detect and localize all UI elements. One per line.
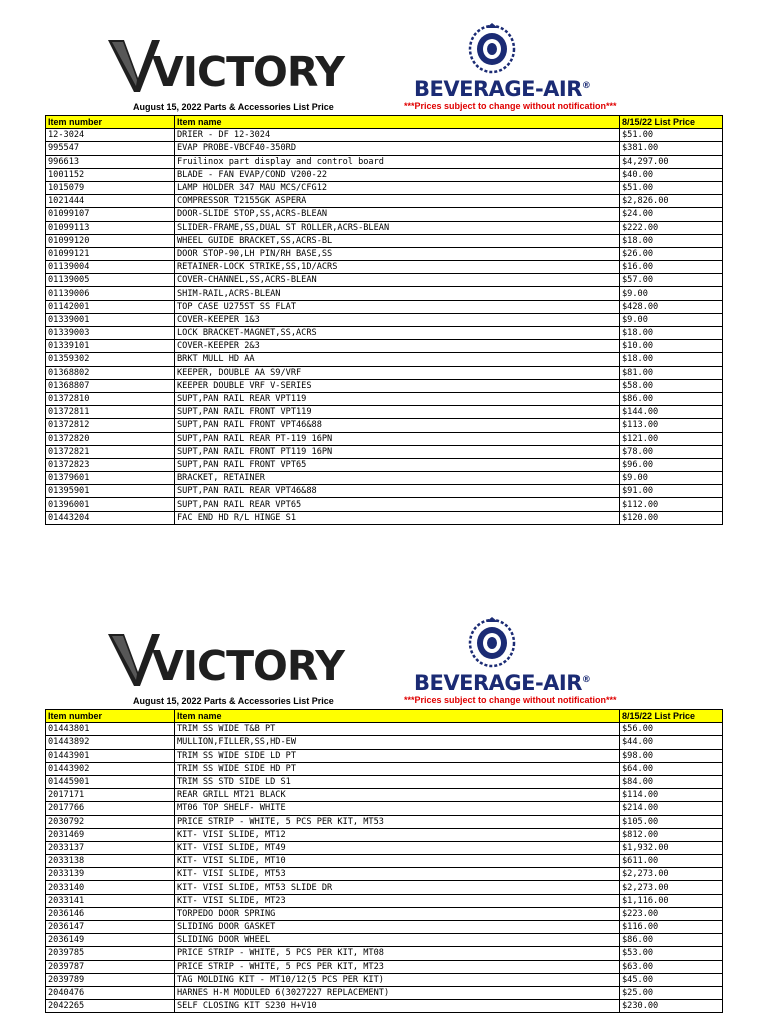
cell-price: $81.00 [620, 366, 723, 379]
beverage-air-wordmark: BEVERAGE-AIR® [414, 671, 591, 695]
table-body [46, 723, 723, 1013]
cell-price: $64.00 [620, 762, 723, 775]
cell-item-number: 01372823 [46, 458, 175, 471]
table-row [46, 353, 723, 366]
price-list-page-2 [0, 594, 768, 1024]
cell-item-name: LOCK BRACKET-MAGNET,SS,ACRS [175, 327, 620, 340]
cell-item-number: 01396001 [46, 498, 175, 511]
cell-price: $1,116.00 [620, 894, 723, 907]
column-header-price: 8/15/22 List Price [620, 116, 723, 129]
table-row [46, 208, 723, 221]
table-row [46, 181, 723, 194]
table-row [46, 762, 723, 775]
table-row [46, 234, 723, 247]
cell-item-number: 2033140 [46, 881, 175, 894]
price-change-notice: ***Prices subject to change without notification*** [404, 101, 617, 111]
cell-price: $121.00 [620, 432, 723, 445]
cell-price: $112.00 [620, 498, 723, 511]
cell-item-number: 1001152 [46, 168, 175, 181]
cell-item-number: 01359302 [46, 353, 175, 366]
table-row [46, 736, 723, 749]
cell-item-name: TAG MOLDING KIT - MT10/12(5 PCS PER KIT) [175, 973, 620, 986]
table-row [46, 511, 723, 524]
cell-item-number: 01395901 [46, 485, 175, 498]
victory-logo [108, 38, 344, 96]
cell-item-number: 01339001 [46, 313, 175, 326]
cell-price: $63.00 [620, 960, 723, 973]
cell-item-number: 2039785 [46, 947, 175, 960]
cell-item-name: TRIM SS STD SIDE LD S1 [175, 775, 620, 788]
cell-item-name: SUPT,PAN RAIL REAR VPT65 [175, 498, 620, 511]
cell-item-number: 2017766 [46, 802, 175, 815]
table-row [46, 168, 723, 181]
cell-item-name: KIT- VISI SLIDE, MT10 [175, 855, 620, 868]
cell-item-number: 2039787 [46, 960, 175, 973]
cell-price: $26.00 [620, 247, 723, 260]
cell-price: $2,826.00 [620, 195, 723, 208]
cell-item-number: 2036147 [46, 921, 175, 934]
cell-price: $105.00 [620, 815, 723, 828]
cell-item-number: 01139006 [46, 287, 175, 300]
cell-item-number: 01099121 [46, 247, 175, 260]
cell-item-number: 01339101 [46, 340, 175, 353]
price-list-caption: August 15, 2022 Parts & Accessories List Price [133, 102, 334, 112]
table-row [46, 815, 723, 828]
table-row [46, 313, 723, 326]
cell-item-name: SHIM-RAIL,ACRS-BLEAN [175, 287, 620, 300]
cell-price: $1,932.00 [620, 841, 723, 854]
cell-item-name: BRKT MULL HD AA [175, 353, 620, 366]
cell-price: $51.00 [620, 181, 723, 194]
cell-item-name: DOOR-SLIDE STOP,SS,ACRS-BLEAN [175, 208, 620, 221]
cell-item-number: 01372811 [46, 406, 175, 419]
cell-price: $86.00 [620, 392, 723, 405]
beverage-air-wordmark: BEVERAGE-AIR® [414, 77, 591, 101]
table-row [46, 775, 723, 788]
table-row [46, 274, 723, 287]
cell-price: $44.00 [620, 736, 723, 749]
cell-item-name: PRICE STRIP - WHITE, 5 PCS PER KIT, MT08 [175, 947, 620, 960]
cell-item-name: SUPT,PAN RAIL FRONT PT119 16PN [175, 445, 620, 458]
table-header-row [46, 116, 723, 129]
table-row [46, 894, 723, 907]
cell-item-name: TOP CASE U275ST SS FLAT [175, 300, 620, 313]
parts-price-table [45, 115, 723, 525]
cell-price: $86.00 [620, 934, 723, 947]
cell-item-name: BRACKET, RETAINER [175, 472, 620, 485]
cell-item-name: SUPT,PAN RAIL REAR VPT119 [175, 392, 620, 405]
table-row [46, 392, 723, 405]
cell-item-number: 01372810 [46, 392, 175, 405]
column-header-item-number: Item number [46, 710, 175, 723]
cell-price: $9.00 [620, 313, 723, 326]
beverage-air-crest-icon [468, 616, 516, 668]
table-row [46, 934, 723, 947]
cell-price: $230.00 [620, 1000, 723, 1013]
cell-item-name: KIT- VISI SLIDE, MT49 [175, 841, 620, 854]
cell-item-name: KEEPER DOUBLE VRF V-SERIES [175, 379, 620, 392]
cell-item-name: SELF CLOSING KIT S230 H+V10 [175, 1000, 620, 1013]
table-row [46, 247, 723, 260]
cell-price: $51.00 [620, 129, 723, 142]
cell-item-number: 01379601 [46, 472, 175, 485]
beverage-air-crest-icon [468, 22, 516, 74]
table-row [46, 960, 723, 973]
table-row [46, 1000, 723, 1013]
table-row [46, 472, 723, 485]
cell-price: $214.00 [620, 802, 723, 815]
table-row [46, 458, 723, 471]
cell-item-number: 01445901 [46, 775, 175, 788]
table-row [46, 445, 723, 458]
cell-item-name: SUPT,PAN RAIL REAR PT-119 16PN [175, 432, 620, 445]
cell-item-name: COMPRESSOR T2155GK ASPERA [175, 195, 620, 208]
cell-item-name: FAC END HD R/L HINGE S1 [175, 511, 620, 524]
cell-item-number: 2036149 [46, 934, 175, 947]
cell-price: $4,297.00 [620, 155, 723, 168]
cell-item-number: 01372812 [46, 419, 175, 432]
table-row [46, 802, 723, 815]
table-row [46, 261, 723, 274]
cell-item-number: 995547 [46, 142, 175, 155]
cell-item-number: 2033138 [46, 855, 175, 868]
cell-price: $120.00 [620, 511, 723, 524]
cell-item-name: KIT- VISI SLIDE, MT23 [175, 894, 620, 907]
cell-price: $2,273.00 [620, 881, 723, 894]
cell-item-name: SLIDING DOOR GASKET [175, 921, 620, 934]
cell-item-number: 2033141 [46, 894, 175, 907]
beverage-air-logo [412, 22, 591, 102]
table-row [46, 195, 723, 208]
table-row [46, 907, 723, 920]
victory-logo [108, 632, 344, 690]
cell-price: $222.00 [620, 221, 723, 234]
table-row [46, 828, 723, 841]
cell-price: $428.00 [620, 300, 723, 313]
cell-item-number: 01372820 [46, 432, 175, 445]
cell-item-name: SUPT,PAN RAIL FRONT VPT65 [175, 458, 620, 471]
cell-price: $57.00 [620, 274, 723, 287]
cell-price: $9.00 [620, 287, 723, 300]
cell-price: $144.00 [620, 406, 723, 419]
cell-price: $84.00 [620, 775, 723, 788]
cell-item-number: 01368807 [46, 379, 175, 392]
table-row [46, 868, 723, 881]
cell-price: $45.00 [620, 973, 723, 986]
victory-wordmark: VICTORY [152, 642, 344, 690]
table-row [46, 986, 723, 999]
table-row [46, 142, 723, 155]
cell-item-number: 01443901 [46, 749, 175, 762]
cell-item-number: 2017171 [46, 789, 175, 802]
cell-item-number: 01443801 [46, 723, 175, 736]
cell-price: $78.00 [620, 445, 723, 458]
cell-item-number: 01099113 [46, 221, 175, 234]
cell-item-name: KIT- VISI SLIDE, MT12 [175, 828, 620, 841]
cell-item-name: WHEEL GUIDE BRACKET,SS,ACRS-BL [175, 234, 620, 247]
cell-item-number: 996613 [46, 155, 175, 168]
cell-item-number: 2040476 [46, 986, 175, 999]
cell-item-number: 2036146 [46, 907, 175, 920]
table-row [46, 855, 723, 868]
table-row [46, 749, 723, 762]
cell-item-number: 01443902 [46, 762, 175, 775]
cell-item-name: MT06 TOP SHELF- WHITE [175, 802, 620, 815]
cell-item-number: 01139004 [46, 261, 175, 274]
cell-item-number: 01139005 [46, 274, 175, 287]
cell-item-name: SUPT,PAN RAIL REAR VPT46&88 [175, 485, 620, 498]
beverage-air-logo [412, 616, 591, 696]
cell-item-name: LAMP HOLDER 347 MAU MCS/CFG12 [175, 181, 620, 194]
cell-item-number: 1021444 [46, 195, 175, 208]
column-header-item-name: Item name [175, 710, 620, 723]
cell-item-name: Fruilinox part display and control board [175, 155, 620, 168]
table-row [46, 947, 723, 960]
price-change-notice: ***Prices subject to change without notification*** [404, 695, 617, 705]
cell-item-name: KIT- VISI SLIDE, MT53 SLIDE DR [175, 881, 620, 894]
cell-item-name: KIT- VISI SLIDE, MT53 [175, 868, 620, 881]
cell-item-number: 2031469 [46, 828, 175, 841]
cell-price: $16.00 [620, 261, 723, 274]
table-row [46, 419, 723, 432]
table-row [46, 841, 723, 854]
cell-price: $381.00 [620, 142, 723, 155]
cell-price: $223.00 [620, 907, 723, 920]
table-row [46, 300, 723, 313]
cell-item-name: COVER-KEEPER 1&3 [175, 313, 620, 326]
cell-price: $24.00 [620, 208, 723, 221]
column-header-price: 8/15/22 List Price [620, 710, 723, 723]
cell-item-number: 01372821 [46, 445, 175, 458]
cell-item-name: DRIER - DF 12-3024 [175, 129, 620, 142]
cell-item-name: TORPEDO DOOR SPRING [175, 907, 620, 920]
cell-item-name: PRICE STRIP - WHITE, 5 PCS PER KIT, MT53 [175, 815, 620, 828]
table-row [46, 221, 723, 234]
table-header-row [46, 710, 723, 723]
column-header-item-name: Item name [175, 116, 620, 129]
table-body [46, 129, 723, 525]
cell-price: $113.00 [620, 419, 723, 432]
cell-item-name: REAR GRILL MT21 BLACK [175, 789, 620, 802]
cell-item-number: 2030792 [46, 815, 175, 828]
cell-price: $96.00 [620, 458, 723, 471]
cell-price: $91.00 [620, 485, 723, 498]
table-row [46, 379, 723, 392]
cell-price: $58.00 [620, 379, 723, 392]
cell-item-number: 01443892 [46, 736, 175, 749]
table-row [46, 789, 723, 802]
cell-item-name: SLIDER-FRAME,SS,DUAL ST ROLLER,ACRS-BLEAN [175, 221, 620, 234]
cell-item-number: 2033137 [46, 841, 175, 854]
cell-item-name: KEEPER, DOUBLE AA S9/VRF [175, 366, 620, 379]
cell-item-number: 01099107 [46, 208, 175, 221]
cell-price: $114.00 [620, 789, 723, 802]
cell-price: $10.00 [620, 340, 723, 353]
table-row [46, 498, 723, 511]
cell-item-number: 2042265 [46, 1000, 175, 1013]
cell-price: $98.00 [620, 749, 723, 762]
column-header-item-number: Item number [46, 116, 175, 129]
cell-item-number: 2039789 [46, 973, 175, 986]
cell-price: $812.00 [620, 828, 723, 841]
cell-item-number: 01099120 [46, 234, 175, 247]
cell-item-number: 01142001 [46, 300, 175, 313]
cell-price: $18.00 [620, 234, 723, 247]
table-row [46, 287, 723, 300]
table-row [46, 485, 723, 498]
price-list-caption: August 15, 2022 Parts & Accessories List Price [133, 696, 334, 706]
table-row [46, 327, 723, 340]
cell-item-name: RETAINER-LOCK STRIKE,SS,1D/ACRS [175, 261, 620, 274]
cell-price: $18.00 [620, 353, 723, 366]
table-row [46, 340, 723, 353]
table-row [46, 432, 723, 445]
cell-item-name: COVER-KEEPER 2&3 [175, 340, 620, 353]
cell-item-name: BLADE - FAN EVAP/COND V200-22 [175, 168, 620, 181]
table-row [46, 155, 723, 168]
parts-price-table [45, 709, 723, 1013]
victory-wordmark: VICTORY [152, 48, 344, 96]
cell-price: $56.00 [620, 723, 723, 736]
cell-item-number: 2033139 [46, 868, 175, 881]
cell-item-number: 12-3024 [46, 129, 175, 142]
cell-price: $9.00 [620, 472, 723, 485]
cell-item-name: SUPT,PAN RAIL FRONT VPT119 [175, 406, 620, 419]
cell-item-number: 01368802 [46, 366, 175, 379]
cell-item-number: 01443204 [46, 511, 175, 524]
table-row [46, 723, 723, 736]
cell-price: $53.00 [620, 947, 723, 960]
cell-item-number: 01339003 [46, 327, 175, 340]
table-row [46, 881, 723, 894]
cell-price: $116.00 [620, 921, 723, 934]
cell-item-name: TRIM SS WIDE T&B PT [175, 723, 620, 736]
table-row [46, 406, 723, 419]
cell-item-name: PRICE STRIP - WHITE, 5 PCS PER KIT, MT23 [175, 960, 620, 973]
cell-price: $2,273.00 [620, 868, 723, 881]
table-row [46, 366, 723, 379]
cell-item-name: COVER-CHANNEL,SS,ACRS-BLEAN [175, 274, 620, 287]
cell-item-name: SUPT,PAN RAIL FRONT VPT46&88 [175, 419, 620, 432]
cell-item-name: DOOR STOP-90,LH PIN/RH BASE,SS [175, 247, 620, 260]
table-row [46, 973, 723, 986]
cell-price: $25.00 [620, 986, 723, 999]
cell-item-name: TRIM SS WIDE SIDE HD PT [175, 762, 620, 775]
cell-item-name: SLIDING DOOR WHEEL [175, 934, 620, 947]
cell-item-name: MULLION,FILLER,SS,HD-EW [175, 736, 620, 749]
cell-item-name: EVAP PROBE-VBCF40-350RD [175, 142, 620, 155]
cell-item-name: TRIM SS WIDE SIDE LD PT [175, 749, 620, 762]
table-row [46, 129, 723, 142]
cell-price: $611.00 [620, 855, 723, 868]
cell-item-number: 1015079 [46, 181, 175, 194]
cell-item-name: HARNES H-M MODULED 6(3027227 REPLACEMENT) [175, 986, 620, 999]
table-row [46, 921, 723, 934]
cell-price: $40.00 [620, 168, 723, 181]
cell-price: $18.00 [620, 327, 723, 340]
